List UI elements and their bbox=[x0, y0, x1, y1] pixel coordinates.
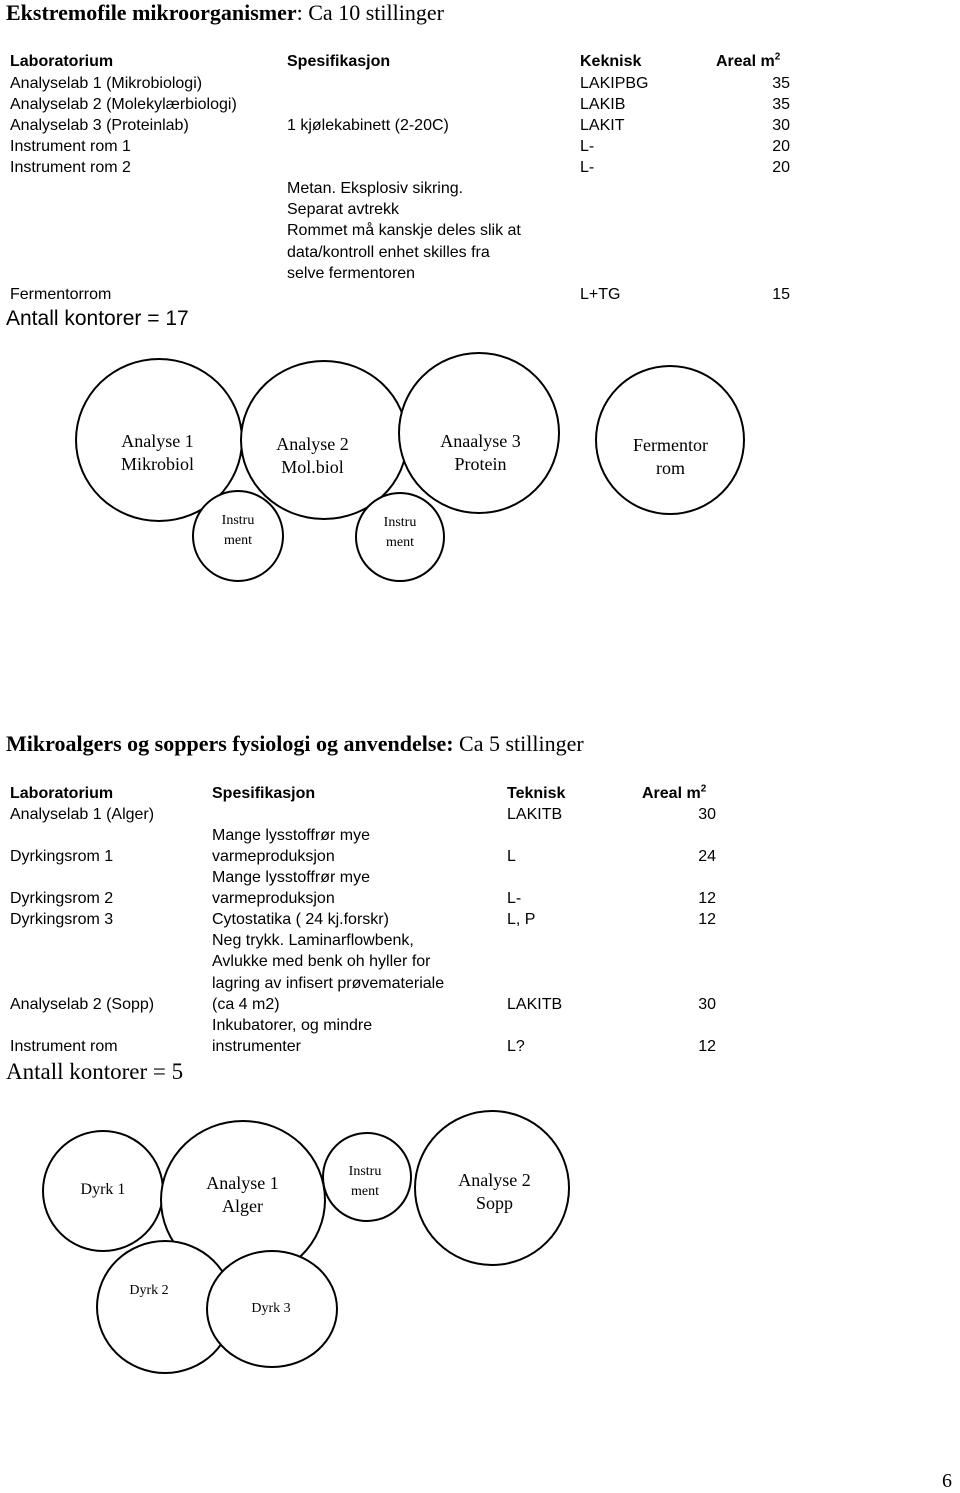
s1-ferm-spec-line5: selve fermentoren bbox=[287, 265, 416, 282]
label-dyrk3: Dyrk 3 bbox=[251, 1301, 291, 1316]
s1-ferm-spec-line2: Separat avtrekk bbox=[287, 201, 400, 218]
s2-row2-lab: Dyrkingsrom 1 bbox=[10, 848, 114, 865]
s2-row6-lab: Instrument rom bbox=[10, 1038, 118, 1055]
s2-row5-spec-line1: Neg trykk. Laminarflowbenk, bbox=[212, 932, 414, 949]
s1-row5-lab: Instrument rom 2 bbox=[10, 159, 131, 176]
s2-row5-area: 30 bbox=[698, 996, 716, 1013]
s2-header-spec: Spesifikasjon bbox=[212, 785, 316, 802]
label-analyse1-mikrobiol: Analyse 1 Mikrobiol bbox=[120, 431, 194, 474]
s1-ferm-spec-line1: Metan. Eksplosiv sikring. bbox=[287, 180, 464, 197]
s2-row6-spec: instrumenter bbox=[212, 1038, 301, 1055]
s2-header-tech: Teknisk bbox=[507, 785, 566, 802]
s2-row1-tech: LAKITB bbox=[507, 806, 563, 823]
label-instrument: Instru ment bbox=[348, 1164, 382, 1200]
s2-row1-lab: Analyselab 1 (Alger) bbox=[10, 806, 155, 823]
s2-row3-lab: Dyrkingsrom 2 bbox=[10, 890, 114, 907]
s1-row4-lab: Instrument rom 1 bbox=[10, 138, 131, 155]
s2-row2-spec: varmeproduksjon bbox=[212, 848, 335, 865]
s1-header-lab: Laboratorium bbox=[10, 53, 114, 70]
s1-row1-lab: Analyselab 1 (Mikrobiologi) bbox=[10, 75, 203, 92]
s2-row3-spec: varmeproduksjon bbox=[212, 890, 335, 907]
s2-header-area: Areal $m^2$ bbox=[642, 783, 707, 802]
label-instrument2: Instru ment bbox=[383, 515, 417, 551]
s2-row2-tech: L bbox=[507, 848, 516, 865]
label-fermentor: Fermentor rom bbox=[633, 435, 708, 478]
section1-title: Ekstremofile mikroorganismer: Ca 10 stillinger bbox=[6, 0, 444, 25]
s2-row4-area: 12 bbox=[698, 911, 716, 928]
s1-row3-area: 30 bbox=[772, 117, 790, 134]
label-analyse2-sopp: Analyse 2 Sopp bbox=[458, 1170, 531, 1213]
s2-row5-spec-line2: Avlukke med benk oh hyller for bbox=[212, 953, 431, 970]
s1-row1-area: 35 bbox=[772, 75, 790, 92]
s1-row2-area: 35 bbox=[772, 96, 790, 113]
s1-row1-tech: LAKIPBG bbox=[580, 75, 649, 92]
s1-header-tech: Keknisk bbox=[580, 53, 642, 70]
s2-row5-tech: LAKITB bbox=[507, 996, 563, 1013]
s2-row4-tech: L, P bbox=[507, 911, 536, 928]
label-dyrk2: Dyrk 2 bbox=[129, 1283, 169, 1298]
s1-ferm-spec-line3: Rommet må kanskje deles slik at bbox=[287, 222, 521, 239]
s2-row6-spec-top: Inkubatorer, og mindre bbox=[212, 1017, 373, 1034]
label-dyrk1: Dyrk 1 bbox=[80, 1181, 126, 1198]
s2-row3-spec-top: Mange lysstoffrør mye bbox=[212, 869, 370, 886]
s1-row2-tech: LAKIB bbox=[580, 96, 626, 113]
s1-row2-lab: Analyselab 2 (Molekylærbiologi) bbox=[10, 96, 237, 113]
s1-row5-area: 20 bbox=[772, 159, 790, 176]
s1-ferm-tech: L+TG bbox=[580, 286, 621, 303]
s1-ferm-spec-line4: data/kontroll enhet skilles fra bbox=[287, 244, 490, 261]
s2-row6-tech: L? bbox=[507, 1038, 525, 1055]
page-number: 6 bbox=[942, 1470, 952, 1492]
label-analyse2-molbiol: Analyse 2 Mol.biol bbox=[276, 434, 349, 477]
s1-row3-spec: 1 kjølekabinett (2-20C) bbox=[287, 117, 449, 134]
s2-row5-spec-line3: lagring av infisert prøvemateriale bbox=[212, 975, 445, 992]
label-analyse3-protein: Anaalyse 3 Protein bbox=[440, 431, 521, 474]
s2-offices: Antall kontorer = 5 bbox=[6, 1059, 184, 1084]
s1-row4-area: 20 bbox=[772, 138, 790, 155]
s1-row5-tech: L- bbox=[580, 159, 595, 176]
s2-row3-area: 12 bbox=[698, 890, 716, 907]
s1-ferm-lab: Fermentorrom bbox=[10, 286, 112, 303]
s1-offices: Antall kontorer = 17 bbox=[6, 307, 189, 330]
s1-row3-lab: Analyselab 3 (Proteinlab) bbox=[10, 117, 189, 134]
label-instrument1: Instru ment bbox=[221, 513, 255, 549]
s2-row5-spec: (ca 4 m2) bbox=[212, 996, 280, 1013]
s2-row6-area: 12 bbox=[698, 1038, 716, 1055]
s2-row2-area: 24 bbox=[698, 848, 716, 865]
s1-header-area: Areal $m^2$ bbox=[716, 51, 781, 70]
section2-title: Mikroalgers og soppers fysiologi og anvendelse: Ca 5 stillinger bbox=[6, 731, 584, 756]
s1-ferm-area: 15 bbox=[772, 286, 790, 303]
s1-row4-tech: L- bbox=[580, 138, 595, 155]
s2-header-lab: Laboratorium bbox=[10, 785, 114, 802]
s1-header-spec: Spesifikasjon bbox=[287, 53, 391, 70]
s2-row3-tech: L- bbox=[507, 890, 522, 907]
s2-row4-lab: Dyrkingsrom 3 bbox=[10, 911, 114, 928]
s2-row1-area: 30 bbox=[698, 806, 716, 823]
s2-row4-spec: Cytostatika ( 24 kj.forskr) bbox=[212, 911, 389, 928]
s2-row5-lab: Analyselab 2 (Sopp) bbox=[10, 996, 155, 1013]
s1-row3-tech: LAKIT bbox=[580, 117, 625, 134]
s2-row2-spec-top: Mange lysstoffrør mye bbox=[212, 827, 370, 844]
label-analyse1-alger: Analyse 1 Alger bbox=[206, 1173, 279, 1216]
